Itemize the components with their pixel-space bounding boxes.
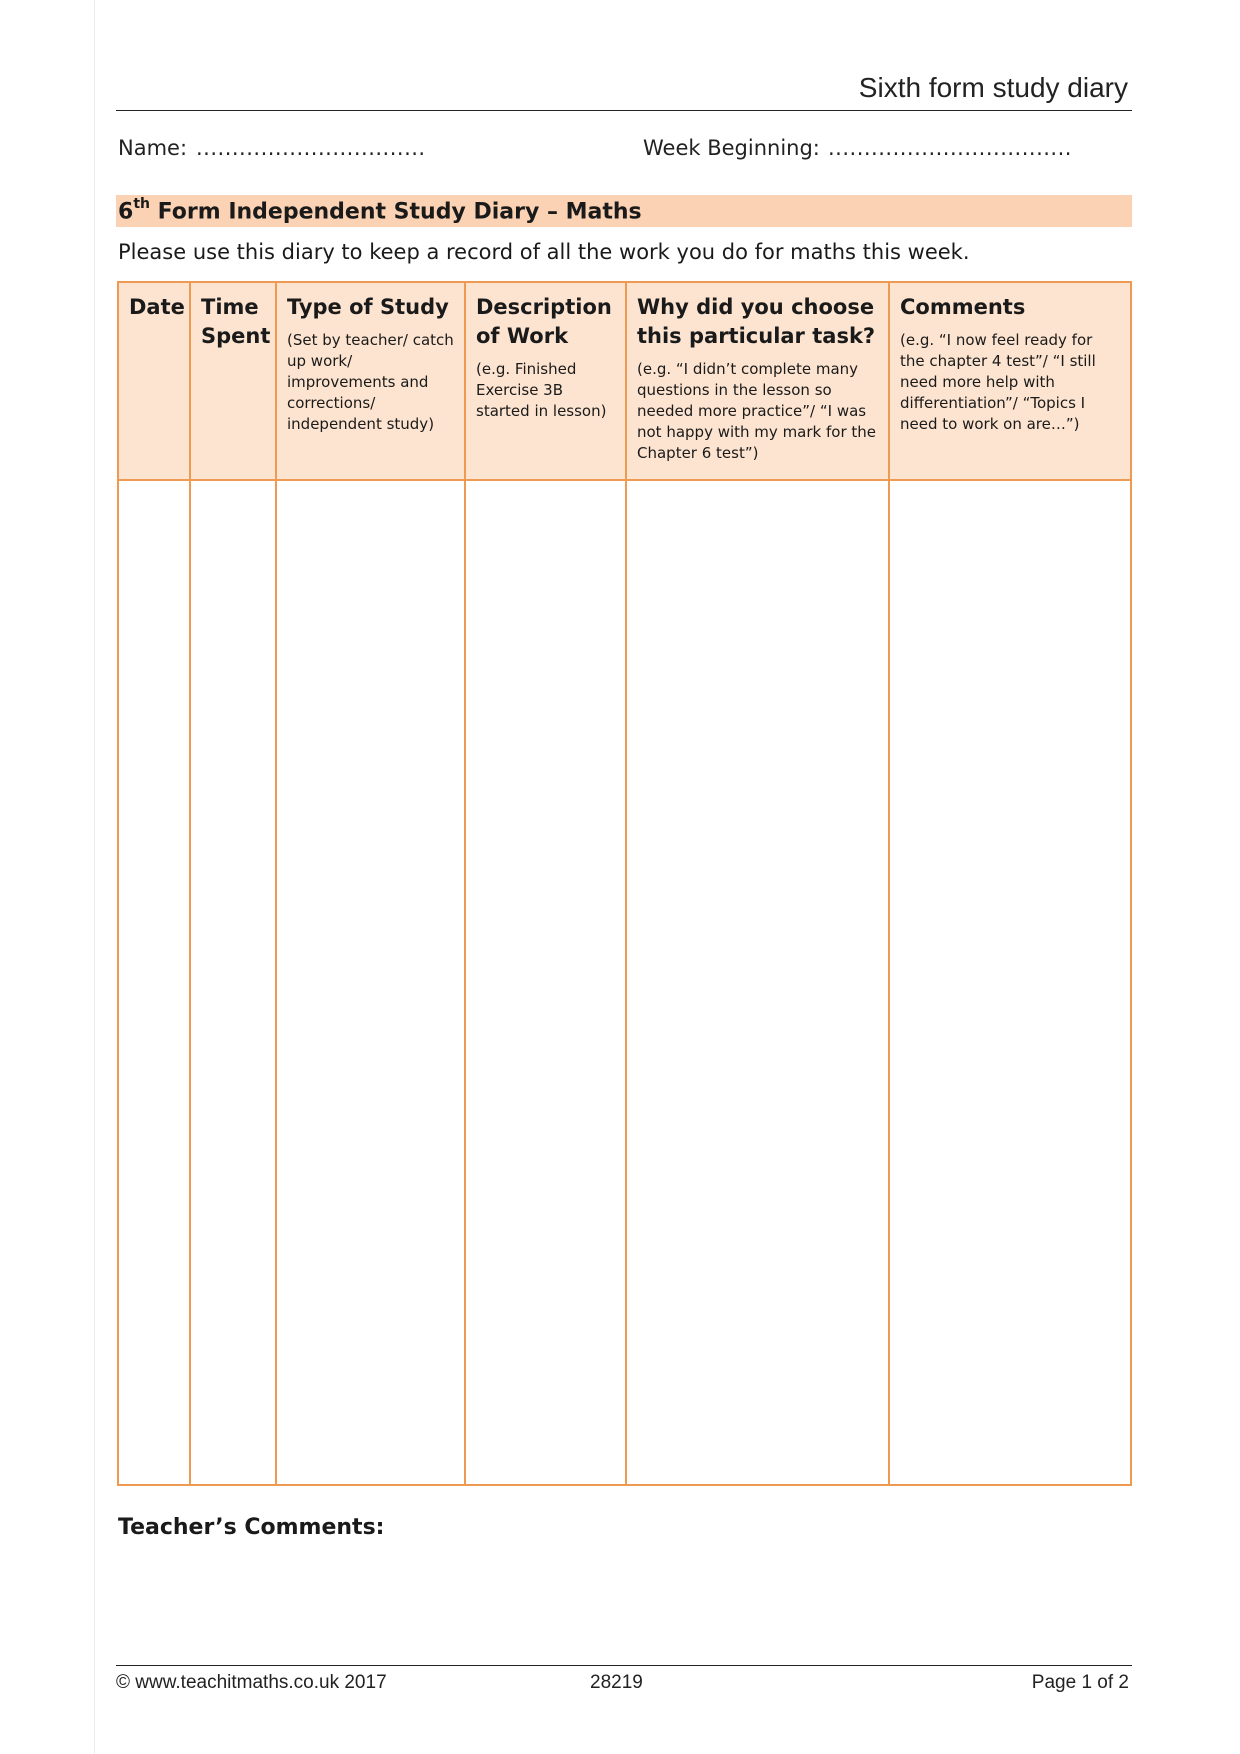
column-title: Description of Work bbox=[476, 295, 612, 348]
header-rule bbox=[116, 110, 1132, 111]
column-hint: (e.g. “I now feel ready for the chapter 4 test”/ “I still need more help with differentiation”/ “Topics I need to work on are…”) bbox=[900, 331, 1096, 433]
section-title-number: 6 bbox=[118, 199, 134, 225]
name-label: Name: bbox=[118, 136, 188, 160]
week-beginning-field[interactable]: .................................. bbox=[828, 136, 1072, 160]
column-header-time-spent bbox=[190, 282, 276, 480]
why-chosen-entry-cell[interactable] bbox=[626, 480, 889, 1485]
instructions-text: Please use this diary to keep a record of all the work you do for maths this week. bbox=[118, 240, 970, 264]
document-title: Sixth form study diary bbox=[858, 72, 1128, 103]
column-title: Comments bbox=[900, 295, 1026, 319]
footer-copyright: © www.teachitmaths.co.uk 2017 bbox=[116, 1672, 387, 1693]
column-title: Date bbox=[129, 295, 185, 319]
column-title: Time Spent bbox=[201, 295, 271, 348]
page-edge bbox=[94, 0, 95, 1754]
column-title: Type of Study bbox=[287, 295, 449, 319]
column-header-description bbox=[465, 282, 626, 480]
study-diary-table bbox=[117, 281, 1132, 1486]
table-entry-row bbox=[118, 480, 1131, 1485]
footer-rule bbox=[116, 1665, 1132, 1666]
section-title-suffix: th bbox=[133, 196, 150, 212]
column-header-comments bbox=[889, 282, 1131, 480]
column-header-date bbox=[118, 282, 190, 480]
section-title bbox=[118, 198, 642, 224]
type-of-study-entry-cell[interactable] bbox=[276, 480, 465, 1485]
column-hint: (e.g. “I didn’t complete many questions in the lesson so needed more practice”/ “I was not happy with my mark for the Chapter 6 test”) bbox=[637, 360, 877, 462]
time-spent-entry-cell[interactable] bbox=[190, 480, 276, 1485]
section-title-text: Form Independent Study Diary – Maths bbox=[149, 199, 642, 225]
table-header-row bbox=[118, 282, 1131, 480]
column-header-type-of-study bbox=[276, 282, 465, 480]
week-beginning-label: Week Beginning: bbox=[643, 136, 820, 160]
date-entry-cell[interactable] bbox=[118, 480, 190, 1485]
column-header-why-chosen bbox=[626, 282, 889, 480]
name-field[interactable]: ................................ bbox=[196, 136, 426, 160]
description-entry-cell[interactable] bbox=[465, 480, 626, 1485]
footer-resource-code: 28219 bbox=[590, 1672, 643, 1693]
comments-entry-cell[interactable] bbox=[889, 480, 1131, 1485]
teacher-comments-label: Teacher’s Comments: bbox=[118, 1515, 385, 1540]
column-hint: (e.g. Finished Exercise 3B started in lesson) bbox=[476, 360, 607, 420]
footer-page-number: Page 1 of 2 bbox=[1031, 1672, 1129, 1693]
column-hint: (Set by teacher/ catch up work/ improvements and corrections/ independent study) bbox=[287, 331, 454, 433]
column-title: Why did you choose this particular task? bbox=[637, 295, 876, 348]
